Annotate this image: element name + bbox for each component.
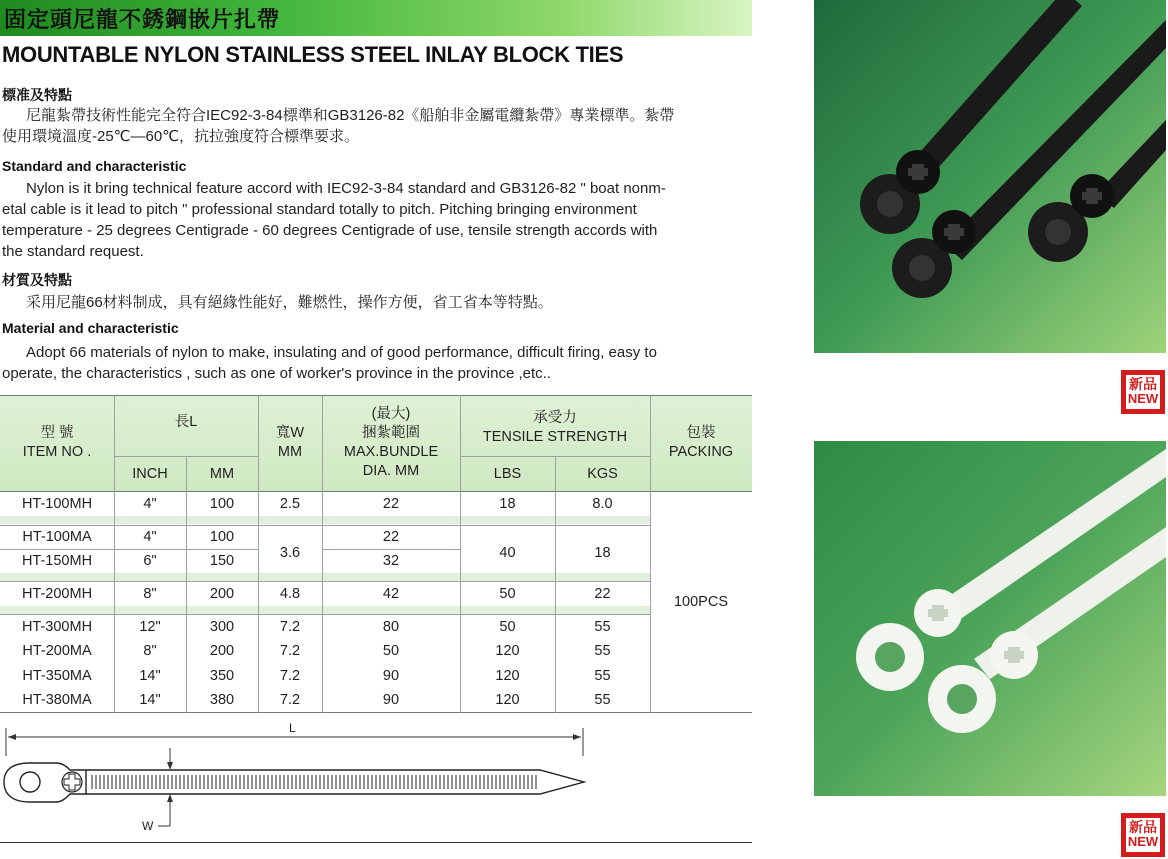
cell-kgs: 55 <box>594 667 611 684</box>
spec-table <box>0 395 752 713</box>
cell-inch: 12" <box>139 618 161 635</box>
cell-kgs: 55 <box>594 691 611 708</box>
header-item: 型 號 ITEM NO . <box>22 425 92 460</box>
cell-bundle: 22 <box>382 529 400 545</box>
new-badge-zh: 新品 <box>1129 376 1157 392</box>
cell-width: 4.8 <box>279 585 301 602</box>
cell-mm: 200 <box>209 585 235 602</box>
cell-bundle: 90 <box>382 691 400 708</box>
divider <box>0 842 752 843</box>
cell-lbs: 18 <box>499 495 516 512</box>
cell-width: 7.2 <box>279 691 301 708</box>
photo-white-ties <box>814 441 1166 796</box>
cell-kgs: 55 <box>594 618 611 635</box>
cell-item: HT-300MH <box>21 618 93 635</box>
material-en-heading: Material and characteristic <box>2 320 179 336</box>
cell-mm: 300 <box>209 618 235 635</box>
header-packing: 包裝 PACKING <box>668 425 734 460</box>
cell-mm: 380 <box>209 691 235 708</box>
cell-width: 3.6 <box>279 545 301 561</box>
material-zh-text: 采用尼龍66材料制成，具有絕緣性能好，難燃性，操作方便，省工省本等特點。 <box>26 294 553 311</box>
material-zh-heading: 材質及特點 <box>2 272 72 288</box>
cell-inch: 8" <box>143 585 157 602</box>
standard-en-line4: the standard request. <box>2 243 144 260</box>
title-en: MOUNTABLE NYLON STAINLESS STEEL INLAY BLOCK TIES <box>2 42 624 67</box>
cell-item: HT-100MA <box>22 529 92 545</box>
header-length: 長L <box>174 414 198 430</box>
header-tensile: 承受力 TENSILE STRENGTH <box>482 410 628 445</box>
standard-en-paragraph <box>2 178 748 262</box>
cell-mm: 350 <box>209 667 235 684</box>
cable-tie-drawing <box>0 718 752 852</box>
new-badge-en: NEW <box>1127 391 1159 406</box>
material-zh-paragraph <box>2 292 748 313</box>
cell-mm: 100 <box>209 529 235 545</box>
cell-bundle: 32 <box>382 553 400 569</box>
cell-inch: 4" <box>143 529 157 545</box>
cell-item: HT-150MH <box>21 553 93 569</box>
cell-mm: 100 <box>209 495 235 512</box>
cell-bundle: 42 <box>382 585 400 602</box>
cell-width: 2.5 <box>279 495 301 512</box>
standard-zh-heading: 標准及特點 <box>2 87 72 103</box>
cell-width: 7.2 <box>279 667 301 684</box>
cell-mm: 150 <box>209 553 235 569</box>
material-en-paragraph <box>2 342 748 384</box>
photo-black-ties <box>814 0 1166 353</box>
cell-bundle: 50 <box>382 642 400 659</box>
dimension-diagram <box>0 718 752 852</box>
cell-width: 7.2 <box>279 642 301 659</box>
standard-en-heading: Standard and characteristic <box>2 158 187 174</box>
length-label: L <box>289 721 296 735</box>
cell-kgs: 18 <box>594 545 611 561</box>
standard-zh-line1: 尼龍紮帶技術性能完全符合IEC92-3-84標準和GB3126-82《船舶非金屬電纜紮帶》專業標準。紮帶 <box>26 107 675 124</box>
standard-zh-line2: 使用環境溫度-25℃—60℃，抗拉強度符合標準要求。 <box>2 128 360 145</box>
material-en-line2: operate, the characteristics , such as one of worker's province in the province ,etc.. <box>2 365 551 382</box>
standard-en-line2: etal cable is it lead to pitch " professional standard totally to pitch. Pitching bringing environment <box>2 201 637 218</box>
header-width: 寬W MM <box>275 425 305 460</box>
new-badge-en: NEW <box>1127 834 1159 849</box>
cell-inch: 14" <box>139 691 161 708</box>
cell-mm: 200 <box>209 642 235 659</box>
cell-kgs: 22 <box>594 585 611 602</box>
header-bundle: (最大) 捆紮範圍 MAX.BUNDLE DIA. MM <box>343 406 439 479</box>
row-separator <box>0 516 650 524</box>
cell-lbs: 50 <box>499 585 516 602</box>
cell-inch: 6" <box>143 553 157 569</box>
cell-kgs: 8.0 <box>592 495 613 512</box>
cell-inch: 14" <box>139 667 161 684</box>
cell-kgs: 55 <box>594 642 611 659</box>
cell-item: HT-200MH <box>21 585 93 602</box>
row-separator <box>0 606 650 614</box>
new-badge <box>1121 813 1165 857</box>
cell-bundle: 90 <box>382 667 400 684</box>
cell-lbs: 40 <box>499 545 516 561</box>
cell-item: HT-350MA <box>22 667 92 684</box>
cell-inch: 8" <box>143 642 157 659</box>
material-en-line1: Adopt 66 materials of nylon to make, insulating and of good performance, difficult firing, easy to <box>26 344 657 361</box>
cell-lbs: 50 <box>499 618 516 635</box>
cell-lbs: 120 <box>495 642 520 659</box>
cell-item: HT-200MA <box>22 642 92 659</box>
cell-lbs: 120 <box>495 667 520 684</box>
cell-inch: 4" <box>143 495 157 512</box>
header-kgs: KGS <box>587 465 618 482</box>
header-mm: MM <box>209 465 235 482</box>
new-badge-zh: 新品 <box>1129 819 1157 835</box>
standard-en-line1: Nylon is it bring technical feature accord with IEC92-3-84 standard and GB3126-82 " boat nonm- <box>26 180 666 197</box>
header-lbs: LBS <box>493 465 522 482</box>
cell-lbs: 120 <box>495 691 520 708</box>
title-zh: 固定頭尼龍不銹鋼嵌片扎帶 <box>4 7 281 32</box>
cell-packing: 100PCS <box>673 593 728 610</box>
title-banner <box>0 0 752 36</box>
new-badge <box>1121 370 1165 414</box>
cell-bundle: 22 <box>382 495 400 512</box>
cell-width: 7.2 <box>279 618 301 635</box>
cell-item: HT-380MA <box>22 691 92 708</box>
header-inch: INCH <box>132 465 168 482</box>
cell-bundle: 80 <box>382 618 400 635</box>
cell-item: HT-100MH <box>21 495 93 512</box>
width-label: W <box>142 819 154 833</box>
standard-zh-paragraph <box>2 105 748 147</box>
standard-en-line3: temperature - 25 degrees Centigrade - 60 degrees Centigrade of use, tensile strength accords with <box>2 222 658 239</box>
